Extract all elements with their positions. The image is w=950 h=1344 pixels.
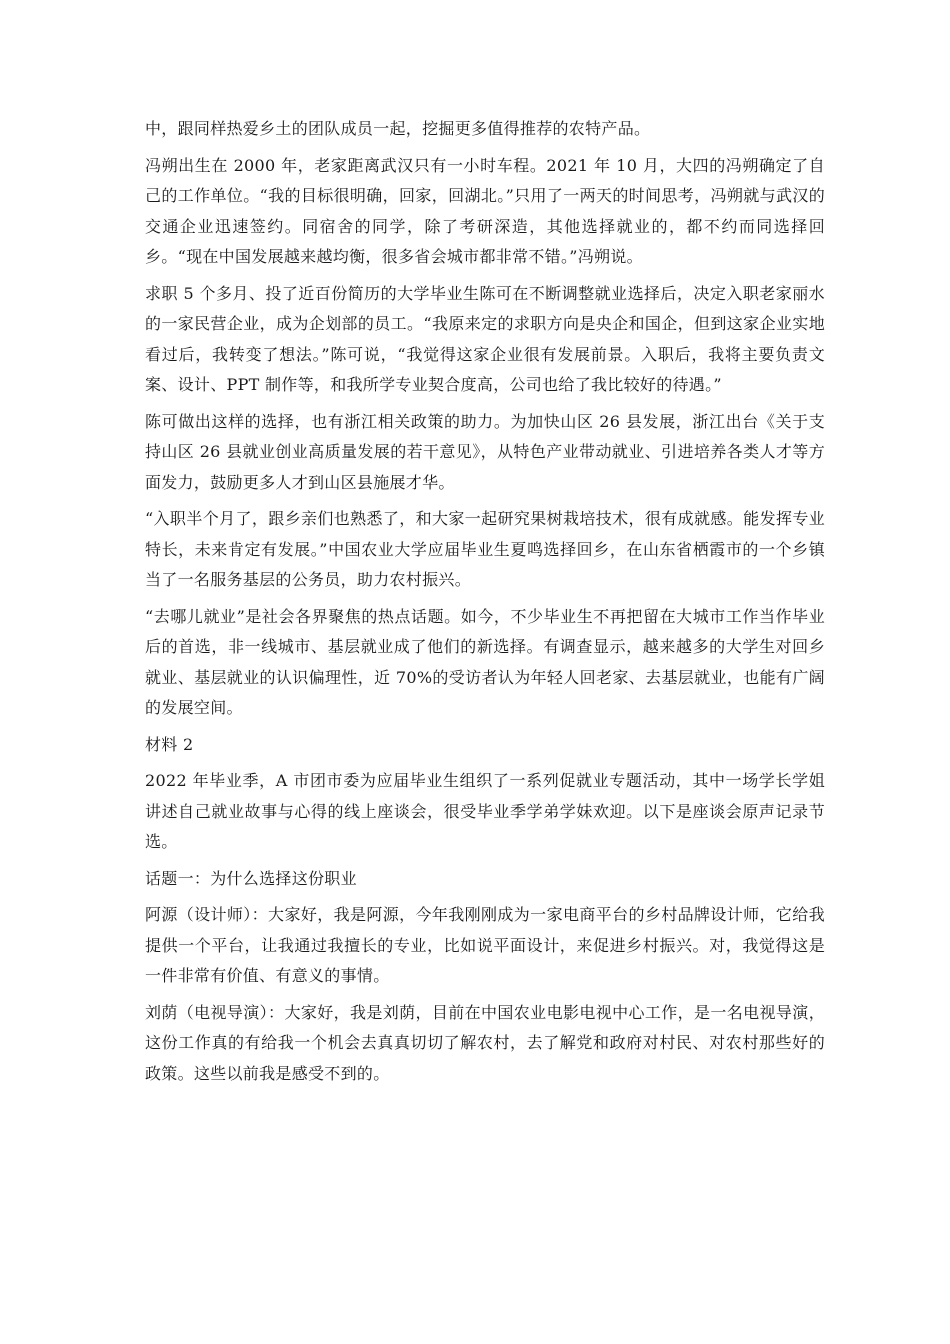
topic-heading-1: 话题一：为什么选择这份职业 (145, 868, 357, 888)
section-heading-material-2: 材料 2 (145, 734, 194, 754)
paragraph-5: “入职半个月了，跟乡亲们也熟悉了，和大家一起研究果树栽培技术，很有成就感。能发挥专业特长，未来肯定有发展。”中国农业大学应届毕业生夏鸣选择回乡，在山东省栖霞市的一个乡镇当了一名服务基层的公务员，助力农村振兴。 (145, 509, 825, 589)
paragraph-4: 陈可做出这样的选择，也有浙江相关政策的助力。为加快山区 26 县发展，浙江出台《关于支持山区 26 县就业创业高质量发展的若干意见》，从特色产业带动就业、引进培养各类人才等方面发力，鼓励更多人才到山区县施展才华。 (145, 411, 825, 492)
paragraph-7: 2022 年毕业季，A 市团市委为应届毕业生组织了一系列促就业专题活动，其中一场学长学姐讲述自己就业故事与心得的线上座谈会，很受毕业季学弟学妹欢迎。以下是座谈会原声记录节选。 (145, 771, 825, 851)
paragraph-8: 阿源（设计师）：大家好，我是阿源，今年我刚刚成为一家电商平台的乡村品牌设计师，它给我提供一个平台，让我通过我擅长的专业，比如说平面设计，来促进乡村振兴。对，我觉得这是一件非常有价值、有意义的事情。 (145, 905, 825, 985)
paragraph-6: “去哪儿就业”是社会各界聚焦的热点话题。如今，不少毕业生不再把留在大城市工作当作毕业后的首选，非一线城市、基层就业成了他们的新选择。有调查显示，越来越多的大学生对回乡就业、基层就业的认识偏理性，近 70%的受访者认为年轻人回老家、去基层就业，也能有广阔的发展空间。 (145, 606, 825, 717)
paragraph-2: 冯朔出生在 2000 年，老家距离武汉只有一小时车程。2021 年 10 月，大四的冯朔确定了自己的工作单位。“我的目标很明确，回家，回湖北。”只用了一两天的时间思考，冯朔就与武汉的交通企业迅速签约。同宿舍的同学，除了考研深造，其他选择就业的，都不约而同选择回乡。“现在中国发展越来越均衡，很多省会城市都非常不错。”冯朔说。 (145, 155, 825, 266)
paragraph-9: 刘荫（电视导演）：大家好，我是刘荫，目前在中国农业电影电视中心工作，是一名电视导演，这份工作真的有给我一个机会去真真切切了解农村，去了解党和政府对村民、对农村那些好的政策。这些以前我是感受不到的。 (145, 1002, 825, 1083)
paragraph-1: 中，跟同样热爱乡土的团队成员一起，挖掘更多值得推荐的农特产品。 (145, 119, 651, 138)
paragraph-3: 求职 5 个多月、投了近百份简历的大学毕业生陈可在不断调整就业选择后，决定入职老家丽水的一家民营企业，成为企划部的员工。“我原来定的求职方向是央企和国企，但到这家企业实地看过后，我转变了想法。”陈可说，“我觉得这家企业很有发展前景。入职后，我将主要负责文案、设计、PPT 制作等，和我所学专业契合度高，公司也给了我比较好的待遇。” (145, 283, 825, 394)
document-body (145, 114, 825, 1095)
